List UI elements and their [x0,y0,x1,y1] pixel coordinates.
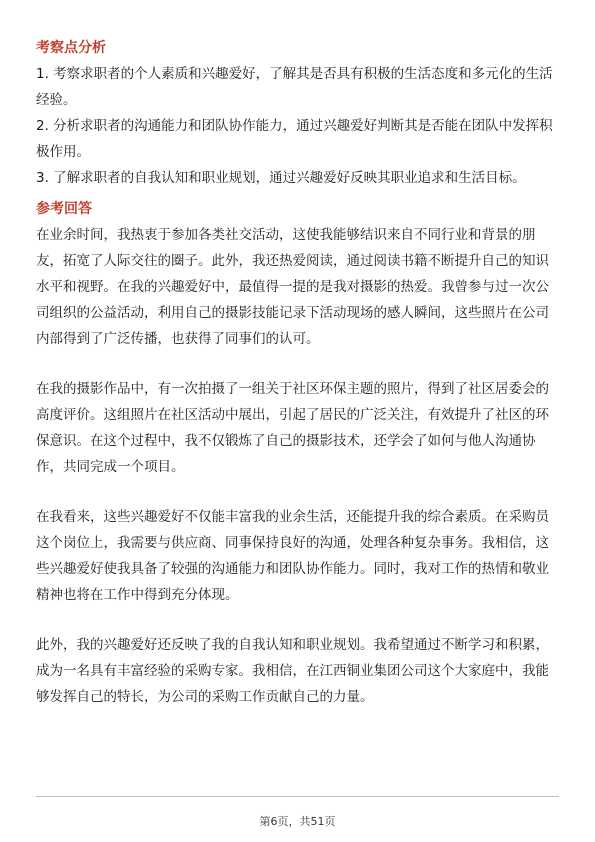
document-body [36,38,559,710]
answer-paragraph-2: 在我的摄影作品中，有一次拍摄了一组关于社区环保主题的照片，得到了社区居委会的高度评价。这组照片在社区活动中展出，引起了居民的广泛关注，有效提升了社区的环保意识。在这个过程中，我不仅锻炼了自己的摄影技术，还学会了如何与他人沟通协作，共同完成一个项目。 [36,381,549,475]
analysis-item-1: 1. 考察求职者的个人素质和兴趣爱好，了解其是否具有积极的生活态度和多元化的生活经验。 [36,66,553,108]
paragraph-gap [36,608,559,632]
analysis-heading: 考察点分析 [36,40,106,56]
footer-divider [36,796,559,797]
analysis-item-3: 3. 了解求职者的自我认知和职业规划，通过兴趣爱好反映其职业追求和生活目标。 [36,170,526,186]
paragraph-gap [36,352,559,376]
paragraph-gap [36,480,559,504]
answer-paragraph-4: 此外，我的兴趣爱好还反映了我的自我认知和职业规划。我希望通过不断学习和积累，成为一名具有丰富经验的采购专家。我相信，在江西铜业集团公司这个大家庭中，我能够发挥自己的特长，为公司的采购工作贡献自己的力量。 [36,637,549,705]
answer-heading: 参考回答 [36,201,92,217]
answer-paragraph-1: 在业余时间，我热衷于参加各类社交活动，这使我能够结识来自不同行业和背景的朋友，拓宽了人际交往的圈子。此外，我还热爱阅读，通过阅读书籍不断提升自己的知识水平和视野。在我的兴趣爱好中，最值得一提的是我对摄影的热爱。我曾参与过一次公司组织的公益活动，利用自己的摄影技能记录下活动现场的感人瞬间，这些照片在公司内部得到了广泛传播，也获得了同事们的认可。 [36,227,549,347]
answer-paragraph-3: 在我看来，这些兴趣爱好不仅能丰富我的业余生活，还能提升我的综合素质。在采购员这个岗位上，我需要与供应商、同事保持良好的沟通，处理各种复杂事务。我相信，这些兴趣爱好使我具备了较强的沟通能力和团队协作能力。同时，我对工作的热情和敬业精神也将在工作中得到充分体现。 [36,509,549,603]
analysis-item-2: 2. 分析求职者的沟通能力和团队协作能力，通过兴趣爱好判断其是否能在团队中发挥积极作用。 [36,118,553,160]
page-number: 第6页，共51页 [259,815,336,828]
